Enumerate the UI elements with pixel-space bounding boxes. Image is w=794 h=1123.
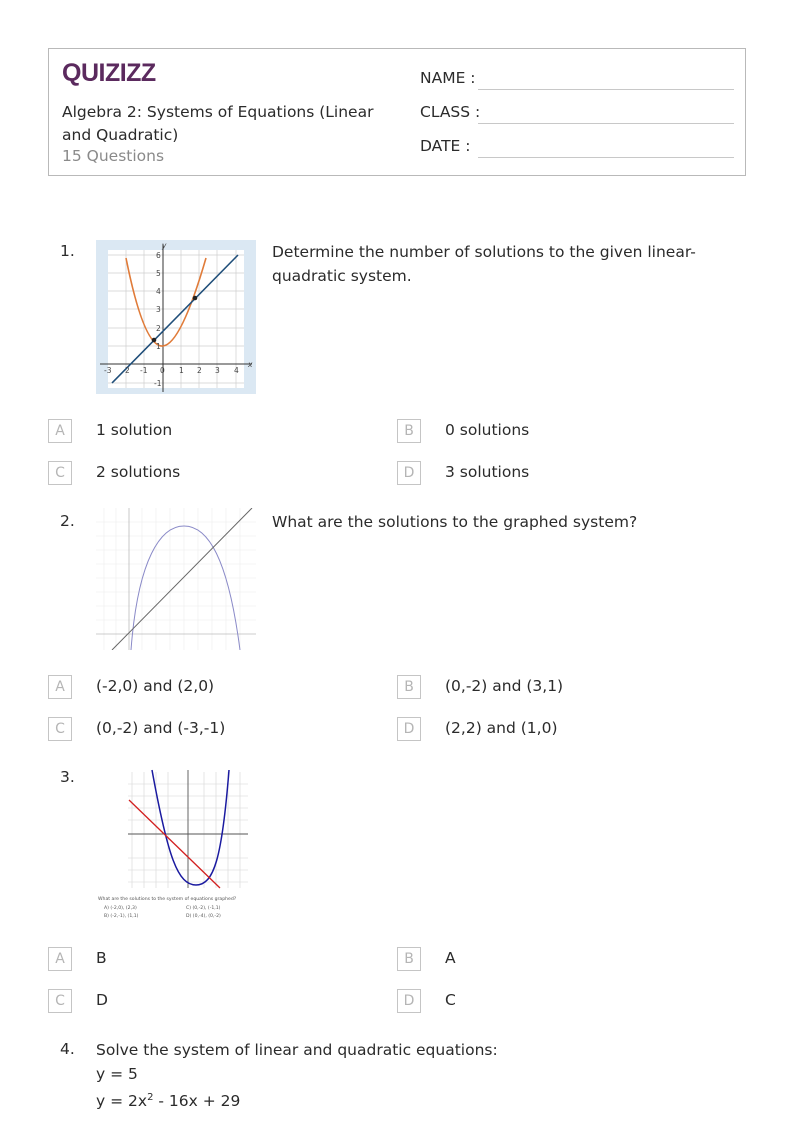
question-text [96,1038,696,1113]
option-letter[interactable]: A [48,947,72,971]
option-text[interactable]: 1 solution [96,421,173,439]
option-text[interactable]: (2,2) and (1,0) [445,719,558,737]
option-letter[interactable]: B [397,419,421,443]
y-tick: 4 [156,287,161,296]
date-line[interactable] [478,157,734,158]
y-tick: 5 [156,269,161,278]
option-text[interactable]: (0,-2) and (3,1) [445,677,564,695]
figure-choice: D) (0,-4), (0,-2) [186,914,221,919]
question-number: 4. [60,1040,75,1058]
question-1-graph [96,240,256,398]
option-letter[interactable]: D [397,461,421,485]
option-letter[interactable]: C [48,461,72,485]
option-text[interactable]: (-2,0) and (2,0) [96,677,215,695]
y-tick: -1 [154,379,162,388]
option-letter[interactable]: C [48,989,72,1013]
question-number: 2. [60,512,75,530]
equation-2: $y = 2x^2 - 16x + 29$ [96,1092,241,1111]
y-axis-label: y [162,241,167,250]
worksheet-header [48,48,746,176]
question-number: 3. [60,768,75,786]
worksheet-title: Algebra 2: Systems of Equations (Linear and Quadratic) [62,103,374,144]
option-text[interactable]: (0,-2) and (-3,-1) [96,719,226,737]
x-tick: 2 [197,366,202,375]
name-label: NAME : [420,69,476,87]
question-3-graph [96,768,256,926]
question-count: 15 Questions [62,147,165,165]
option-text[interactable]: B [96,949,107,967]
x-tick: 4 [234,366,239,375]
y-tick: 6 [156,251,161,260]
option-letter[interactable]: C [48,717,72,741]
date-label: DATE : [420,137,471,155]
option-letter[interactable]: B [397,675,421,699]
option-text[interactable]: A [445,949,456,967]
y-tick: 1 [156,342,161,351]
option-text[interactable]: 0 solutions [445,421,530,439]
option-text[interactable]: 2 solutions [96,463,181,481]
x-tick: -1 [140,366,148,375]
option-letter[interactable]: A [48,675,72,699]
option-text[interactable]: C [445,991,456,1009]
x-tick: 3 [215,366,220,375]
question-text: Determine the number of solutions to the given linear-quadratic system. [272,243,696,285]
option-letter[interactable]: B [397,947,421,971]
question-2-graph [96,508,256,654]
x-tick: 0 [160,366,165,375]
x-tick: -3 [104,366,112,375]
figure-choice: B) (-2,-1), (1,1) [104,914,139,919]
option-letter[interactable]: D [397,989,421,1013]
name-line[interactable] [478,89,734,90]
equation-1: y = 5 [96,1065,138,1083]
x-tick: 1 [179,366,184,375]
x-tick: 2 [125,366,130,375]
quizizz-logo: QUIZIZZ [62,59,156,87]
y-tick: 2 [156,324,161,333]
question-number: 1. [60,242,75,260]
option-letter[interactable]: A [48,419,72,443]
y-tick: 3 [156,305,161,314]
option-letter[interactable]: D [397,717,421,741]
figure-choice: C) (0,-2), (-1,1) [186,906,221,911]
option-text[interactable]: 3 solutions [445,463,530,481]
figure-caption: What are the solutions to the system of equations graphed? [98,897,237,902]
question-prompt: Solve the system of linear and quadratic equations: [96,1041,498,1059]
class-line[interactable] [478,123,734,124]
figure-choice: A) (-2,0), (2,3) [104,906,137,911]
option-text[interactable]: D [96,991,108,1009]
class-label: CLASS : [420,103,481,121]
x-axis-label: x [248,360,253,369]
question-text: What are the solutions to the graphed system? [272,513,638,531]
